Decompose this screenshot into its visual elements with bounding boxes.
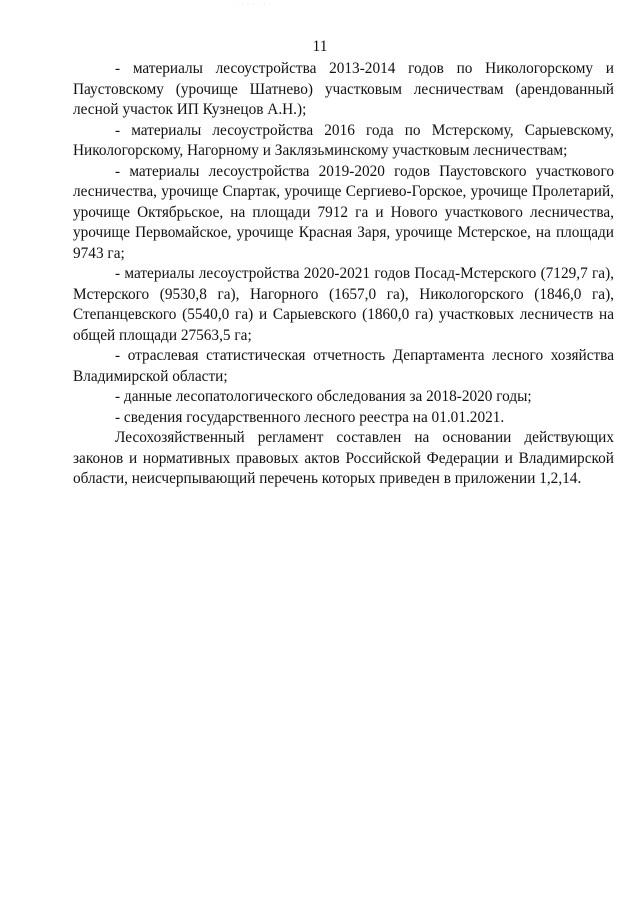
list-item-materials-2019-2020: - материалы лесоустройства 2019-2020 годов Паустовского участкового лесничества, урочище Спартак, урочище Сергиево-Горское, урочище Пролетарий, урочище Октябрьское, на площади 7912 га и Нового участкового лесничества, урочище Первомайское, урочище Красная Заря, урочище Мстерское, на площади 9743 га; <box>73 162 614 262</box>
scan-artifact: · · · · · · · <box>236 2 272 8</box>
page-number: 11 <box>312 38 328 55</box>
list-item-forest-pathology: - данные лесопатологического обследования за 2018-2020 годы; <box>115 388 532 405</box>
list-item-materials-2016: - материалы лесоустройства 2016 года по Мстерскому, Сарыевскому, Никологорскому, Нагорному и Заклязьминскому участковым лесничествам; <box>73 121 614 159</box>
list-item-forest-registry: - сведения государственного лесного реестра на 01.01.2021. <box>115 408 505 426</box>
list-item-statistics: - отраслевая статистическая отчетность Департамента лесного хозяйства Владимирской области; <box>73 347 614 385</box>
list-item-materials-2013-2014: - материалы лесоустройства 2013-2014 годов по Никологорскому и Паустовскому (урочище Шатнево) участковым лесничествам (арендованный лесной участок ИП Кузнецов А.Н.); <box>73 60 614 118</box>
list-item-materials-2020-2021: - материалы лесоустройства 2020-2021 годов Посад-Мстерского (7129,7 га), Мстерского (9530,8 га), Нагорного (1657,0 га), Никологорского (1846,0 га), Степанцевского (5540,0 га) и Сарыевского (1860,0 га) участковых лесничеств на общей площади 27563,5 га; <box>73 265 614 344</box>
closing-paragraph: Лесохозяйственный регламент составлен на основании действующих законов и нормативных правовых актов Российской Федерации и Владимирской области, неисчерпывающий перечень которых приведен в приложении 1,2,14. <box>73 429 614 487</box>
document-body <box>73 59 614 490</box>
